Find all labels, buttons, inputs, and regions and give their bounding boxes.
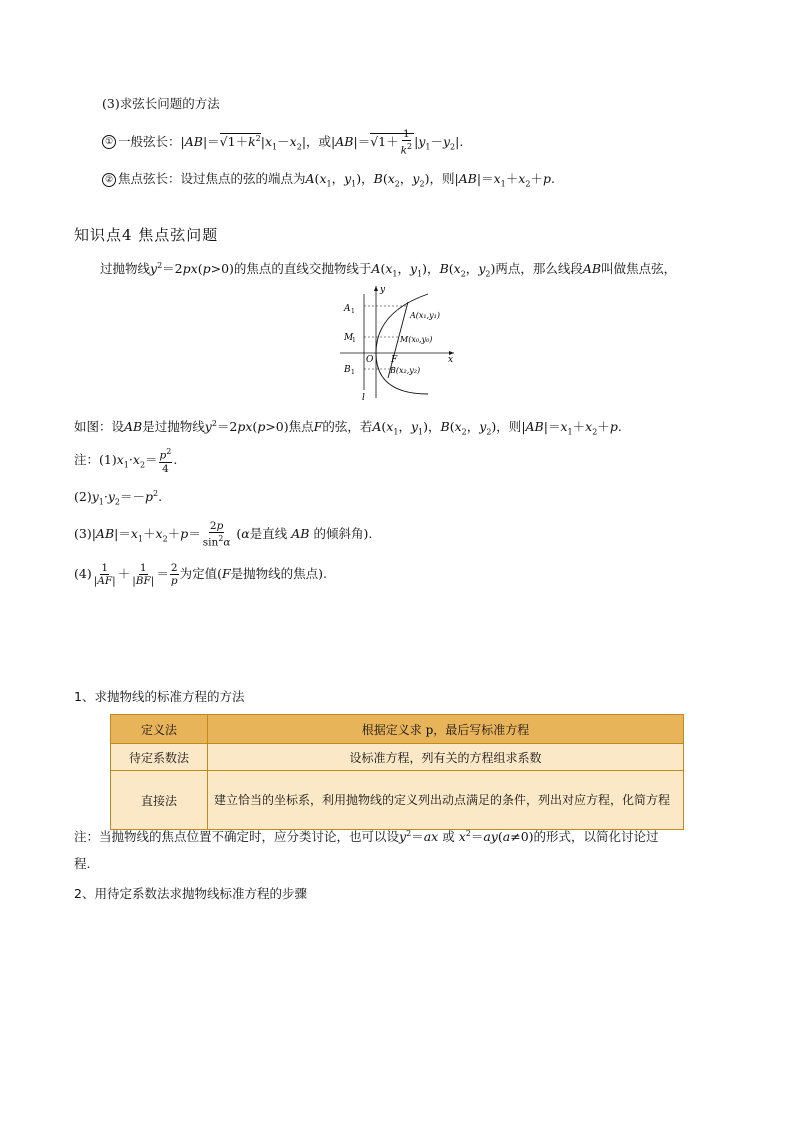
- parabola-curve: [376, 294, 428, 394]
- fig-desc-e: 则: [508, 419, 522, 435]
- label-point-a: A(x₁,y₁): [410, 311, 441, 320]
- method-desc: 设标准方程，列有关的方程组求系数: [208, 744, 684, 771]
- note-4-tail2: 是抛物线的焦点).: [230, 566, 327, 581]
- method-label: 直接法: [111, 771, 208, 830]
- intro-part-b: 的焦点的直线交抛物线于: [233, 261, 372, 277]
- label-a1-sub: 1: [351, 308, 355, 315]
- label-directrix: l: [362, 393, 365, 402]
- focal-chord-formula: ② 焦点弦长：设过焦点的弦的端点为$A(x_1$，$y_1$)，$B(x_2$，$y_2$)，则$|AB|=x_1+x_2+p$.: [102, 171, 555, 193]
- intro-part-d: 叫做焦点弦，: [601, 261, 677, 277]
- note-1: 注：$(1)x_1\cdot x_2=$ $\frac{p^2}{4}$ .: [74, 447, 178, 475]
- parabola-figure: [330, 282, 465, 402]
- table-row: [111, 771, 684, 830]
- circled-two: ②: [102, 173, 116, 187]
- table-row: [111, 715, 684, 744]
- y-axis-arrow: [374, 286, 378, 291]
- knowledge-intro: 过抛物线$y^2=2px(p>0)$的焦点的直线交抛物线于$A(x_1$，$y_1$)，$B(x_2$，$y_2$)两点，那么线段AB叫做焦点弦，: [100, 261, 677, 279]
- summary-note-c: 的形式，以简化讨论过: [533, 829, 659, 845]
- fig-desc-c: 焦点: [288, 419, 314, 435]
- label-y: y: [380, 285, 386, 295]
- note-3: $(3)|AB|=x_1+x_2+p=$ $\frac{2p}{\sin^2\alpha}$ (α是直线 AB 的倾斜角).: [74, 520, 373, 549]
- label-point-b: B(x₂,y₂): [390, 366, 421, 375]
- label-m1-sub: 1: [352, 337, 356, 344]
- note-3-tail: 是直线: [249, 525, 288, 541]
- summary-note-a: 注：当抛物线的焦点位置不确定时，应分类讨论，也可以设: [74, 829, 400, 845]
- focal-chord-label: 焦点弦长：设过焦点的弦的端点为: [118, 171, 306, 186]
- method-desc: 建立恰当的坐标系，利用抛物线的定义列出动点满足的条件，列出对应方程，化简方程: [208, 771, 684, 830]
- general-chord-formula: ① 一般弦长：$|AB|=√1+k^2|x_1-x_2|$，或|AB|＝√1＋ $\frac{1}{k^2}$ $|y_1-y_2|$.: [102, 128, 463, 157]
- method-label: 待定系数法: [111, 744, 208, 771]
- general-chord-label: 一般弦长：: [118, 133, 181, 149]
- label-a1: A: [344, 304, 351, 314]
- fig-desc-b: 是过抛物线: [142, 419, 205, 435]
- note-label: 注：: [74, 451, 100, 467]
- label-point-m: M(x₀,y₀): [400, 335, 433, 344]
- label-m1: M: [344, 333, 354, 343]
- summary-note-b: 或: [442, 829, 455, 845]
- summary1-note-end: 程.: [74, 856, 91, 871]
- label-focus: F: [391, 355, 398, 365]
- figure-description: 如图：设AB是过抛物线$y^2=2px(p>0)$焦点F的弦，若$A(x_1$，$y_1$)，$B(x_2$，$y_2$)，则$|AB|=x_1+x_2+p$.: [74, 419, 622, 437]
- section3-title: (3)求弦长问题的方法: [102, 96, 220, 111]
- intro-part-a: 过抛物线: [100, 261, 151, 277]
- label-b1-sub: 1: [351, 369, 355, 376]
- label-x: x: [448, 355, 454, 365]
- label-origin: O: [366, 355, 374, 365]
- general-chord-or: ，或: [306, 133, 332, 149]
- fig-desc-a: 如图：设: [74, 419, 125, 435]
- knowledge-heading: 知识点4 焦点弦问题: [74, 226, 219, 244]
- note-4-tail: 为定值(: [179, 566, 222, 581]
- circled-one: ①: [102, 135, 116, 149]
- fig-desc-d: 的弦，若: [322, 419, 373, 435]
- method-desc: 根据定义求 p，最后写标准方程: [208, 715, 684, 744]
- summary2-title: 2、用待定系数法求抛物线标准方程的步骤: [74, 886, 307, 901]
- summary1-note: 注：当抛物线的焦点位置不确定时，应分类讨论，也可以设$y^2=ax$ 或 $x^2=ay(a\ne 0)$的形式，以简化讨论过: [74, 829, 659, 845]
- intro-part-c: 两点，那么线段: [495, 261, 583, 277]
- method-label: 定义法: [111, 715, 208, 744]
- note-4: (4) $\frac{1}{|AF|}$ ＋ $\frac{1}{|BF|}$ ＝ $\frac{2}{p}$ 为定值(F是抛物线的焦点).: [74, 562, 327, 587]
- summary1-title: 1、求抛物线的标准方程的方法: [74, 689, 245, 704]
- note-2: $(2)y_1\cdot y_2=-p^2$.: [74, 489, 163, 507]
- methods-table: [110, 714, 684, 830]
- table-row: [111, 744, 684, 771]
- note-3-tail2: 的倾斜角).: [313, 525, 373, 541]
- label-b1: B: [344, 365, 351, 375]
